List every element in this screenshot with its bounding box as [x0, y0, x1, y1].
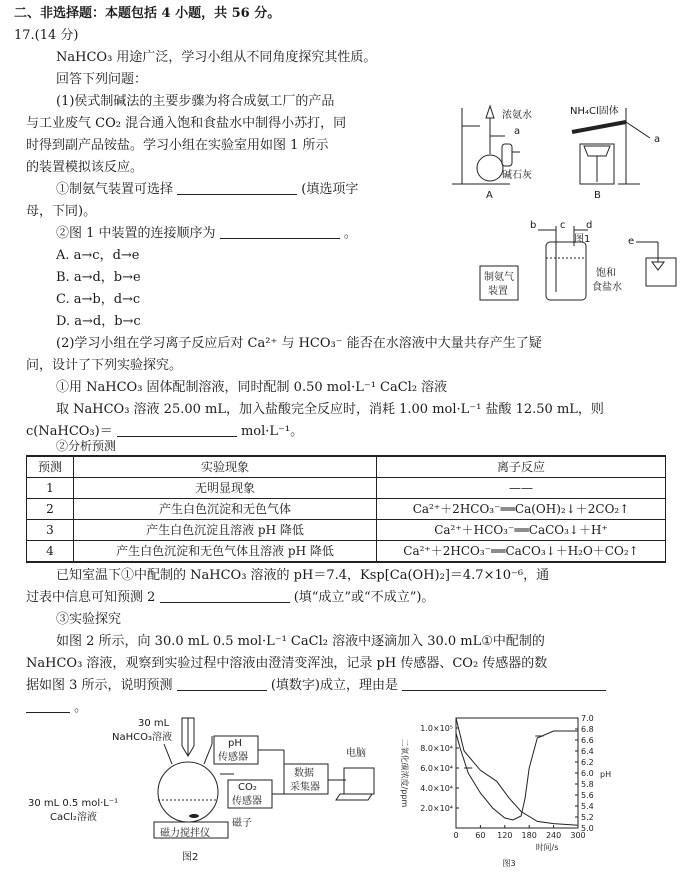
figure-1	[450, 96, 682, 304]
fig2-label: 磁子	[232, 818, 252, 829]
option-a: A. a→c，d→e	[56, 248, 140, 263]
table-cell: 3	[27, 520, 74, 541]
fig1-label: A	[486, 190, 493, 201]
q1-2-end: 。	[343, 226, 357, 241]
fig2-caption: 图2	[182, 852, 199, 863]
y-left-tick-label: 1.0×10⁵	[420, 724, 453, 733]
fig2-label: 数据	[294, 768, 314, 779]
table-cell: 1	[27, 478, 74, 499]
plot-frame	[456, 718, 578, 828]
intro-text: NaHCO₃ 用途广泛，学习小组从不同角度探究其性质。	[56, 50, 377, 65]
option-c: C. a→b，d→c	[56, 292, 141, 307]
fig1-caption: 图1	[574, 234, 591, 245]
table-cell: 产生白色沉淀且溶液 pH 降低	[74, 520, 377, 541]
table-header-row	[27, 456, 666, 478]
fig1-label: 制氨气	[484, 272, 514, 283]
ph-series-line	[456, 718, 578, 825]
part2-line2: 问，设计了下列实验探究。	[26, 358, 183, 373]
conc-label: c(NaHCO₃)＝	[26, 424, 113, 439]
q1-1-line	[56, 180, 358, 200]
y-right-tick-label: 5.8	[581, 780, 594, 789]
y-right-tick-label: 7.0	[581, 714, 594, 723]
q1-1-answer-blank[interactable]	[177, 180, 297, 195]
conc-unit: mol·L⁻¹。	[240, 424, 304, 439]
question-header: 17.(14 分)	[14, 28, 79, 43]
fig2-label: 30 mL	[138, 718, 170, 729]
y-right-tick-label: 5.4	[581, 802, 594, 811]
step3-text: 据如图 3 所示，说明预测	[26, 678, 173, 693]
table-cell: ——	[377, 478, 666, 499]
table-cell: 4	[27, 541, 74, 563]
step3-title: ③实验探究	[56, 612, 122, 627]
fig3-caption: 图3	[502, 859, 516, 868]
fig2-label: CaCl₂溶液	[50, 812, 97, 823]
fig1-port: a	[514, 126, 521, 137]
step1-line1: ①用 NaHCO₃ 固体配制溶液，同时配制 0.50 mol·L⁻¹ CaCl₂ 溶液	[56, 380, 448, 395]
q1-2-answer-blank[interactable]	[220, 224, 340, 239]
reason-answer-blank-cont[interactable]	[26, 698, 70, 713]
fig1-port: c	[560, 220, 566, 231]
q1-1-tail: (填选项字	[301, 182, 359, 197]
y-right-tick-label: 5.0	[581, 824, 594, 833]
fig1-label: B	[594, 190, 601, 201]
y-right-axis-label: pH	[600, 770, 612, 779]
part1-line: 与工业废气 CO₂ 混合通入饱和食盐水中制得小苏打，同	[26, 116, 347, 131]
fig1-label: 食盐水	[592, 282, 622, 293]
y-right-tick-label: 6.4	[581, 747, 594, 756]
y-right-tick-label: 6.0	[581, 769, 594, 778]
x-tick-label: 300	[570, 831, 586, 840]
y-right-tick-label: 6.2	[581, 758, 594, 767]
step3-line3	[26, 676, 606, 696]
prediction2-answer-blank[interactable]	[160, 588, 290, 603]
table-cell: 无明显现象	[74, 478, 377, 499]
fig1-port: e	[628, 236, 635, 247]
y-left-tick-label: 6.0×10⁴	[420, 764, 453, 773]
step3-text2: (填数字)成立，理由是	[270, 678, 398, 693]
part1-line: 的装置模拟该反应。	[26, 160, 144, 175]
known-tail: (填“成立”或“不成立”)。	[293, 590, 435, 605]
table-row	[27, 541, 666, 563]
conc-answer-blank[interactable]	[117, 422, 237, 437]
q1-1-tail2: 母，下同)。	[26, 204, 97, 219]
option-b: B. a→d，b→e	[56, 270, 141, 285]
table-header: 实验现象	[74, 456, 377, 478]
fig1-label: 装置	[488, 286, 508, 297]
fig2-label: pH	[228, 738, 242, 749]
step3-end: 。	[74, 700, 88, 715]
table-cell: 产生白色沉淀和无色气体且溶液 pH 降低	[74, 541, 377, 563]
known-line2	[26, 588, 434, 608]
table-cell: 产生白色沉淀和无色气体	[74, 499, 377, 520]
fig1-label: 浓氨水	[502, 110, 532, 121]
fig1-port: a	[654, 134, 661, 145]
y-right-tick-label: 6.8	[581, 725, 594, 734]
figure-3-chart	[392, 712, 688, 872]
fig1-label: NH₄Cl固体	[570, 106, 619, 117]
x-tick-label: 180	[521, 831, 537, 840]
fig2-label: 传感器	[232, 796, 262, 807]
prediction-number-blank[interactable]	[177, 676, 267, 691]
known-text: 过表中信息可知预测 2	[26, 590, 156, 605]
x-tick-label: 0	[453, 831, 459, 840]
fig2-label: 采集器	[290, 782, 320, 793]
step3-line2: NaHCO₃ 溶液，观察到实验过程中溶液由澄清变浑浊，记录 pH 传感器、CO₂ 传感器的数	[26, 656, 548, 671]
fig1-label: 饱和	[596, 268, 616, 279]
fig2-label: 传感器	[218, 752, 248, 763]
fig2-label: 磁力搅拌仪	[160, 828, 210, 839]
fig2-label: 30 mL 0.5 mol·L⁻¹	[28, 798, 119, 809]
table-cell: Ca²⁺＋2HCO₃⁻══CaCO₃↓＋H₂O＋CO₂↑	[377, 541, 666, 563]
step3-line1: 如图 2 所示，向 30.0 mL 0.5 mol·L⁻¹ CaCl₂ 溶液中逐滴加入 30.0 mL①中配制的	[56, 634, 545, 649]
fig1-label: 碱石灰	[502, 170, 532, 181]
part1-line: (1)侯式制碱法的主要步骤为将合成氨工厂的产品	[56, 94, 335, 109]
fig2-label: CO₂	[238, 782, 257, 793]
q1-1-text: ①制氨气装置可选择	[56, 182, 174, 197]
option-d: D. a→d，b→c	[56, 314, 141, 329]
x-tick-label: 60	[475, 831, 486, 840]
part1-line: 时得到副产品铵盐。学习小组在实验室用如图 1 所示	[26, 138, 329, 153]
y-left-tick-label: 8.0×10⁴	[420, 744, 453, 753]
fig2-label: NaHCO₃溶液	[112, 732, 172, 743]
table-row	[27, 520, 666, 541]
part2-line1: (2)学习小组在学习离子反应后对 Ca²⁺ 与 HCO₃⁻ 能否在水溶液中大量共存产生了疑	[56, 336, 542, 351]
fig1-port: d	[586, 220, 593, 231]
table-row	[27, 478, 666, 499]
prediction-table	[26, 455, 666, 563]
fig1-port: b	[530, 220, 537, 231]
co2-ph-chart	[392, 712, 688, 872]
y-right-tick-label: 5.6	[581, 791, 594, 800]
y-left-axis-label: 二氧化碳浓度/ppm	[400, 738, 409, 808]
step1-line2: 取 NaHCO₃ 溶液 25.00 mL，加入盐酸完全反应时，消耗 1.00 mol·L⁻¹ 盐酸 12.50 mL，则	[56, 402, 604, 417]
table-cell: Ca²⁺＋2HCO₃⁻══Ca(OH)₂↓＋2CO₂↑	[377, 499, 666, 520]
y-right-tick-label: 5.2	[581, 813, 594, 822]
step2-title: ②分析预测	[56, 439, 117, 453]
table-cell: 2	[27, 499, 74, 520]
y-right-tick-label: 6.6	[581, 736, 594, 745]
known-line1: 已知室温下①中配制的 NaHCO₃ 溶液的 pH＝7.4，Ksp[Ca(OH)₂]＝4.7×10⁻⁶，通	[56, 568, 550, 583]
y-left-tick-label: 4.0×10⁴	[420, 784, 453, 793]
table-header: 预测	[27, 456, 74, 478]
reason-answer-blank[interactable]	[402, 676, 606, 691]
x-axis-label: 时间/s	[535, 843, 559, 852]
x-tick-label: 120	[497, 831, 513, 840]
section-title: 二、非选择题：本题包括 4 小题，共 56 分。	[14, 6, 281, 21]
x-tick-label: 240	[545, 831, 562, 840]
y-left-tick-label: 2.0×10⁴	[420, 804, 453, 813]
table-cell: Ca²⁺＋HCO₃⁻══CaCO₃↓＋H⁺	[377, 520, 666, 541]
figure-2-apparatus	[28, 714, 378, 870]
table-row	[27, 499, 666, 520]
fig2-label: 电脑	[346, 748, 366, 759]
q1-2-line	[56, 224, 357, 244]
figure-2	[28, 714, 378, 870]
answer-prompt: 回答下列问题：	[56, 72, 148, 87]
q1-2-text: ②图 1 中装置的连接顺序为	[56, 226, 216, 241]
table-header: 离子反应	[377, 456, 666, 478]
